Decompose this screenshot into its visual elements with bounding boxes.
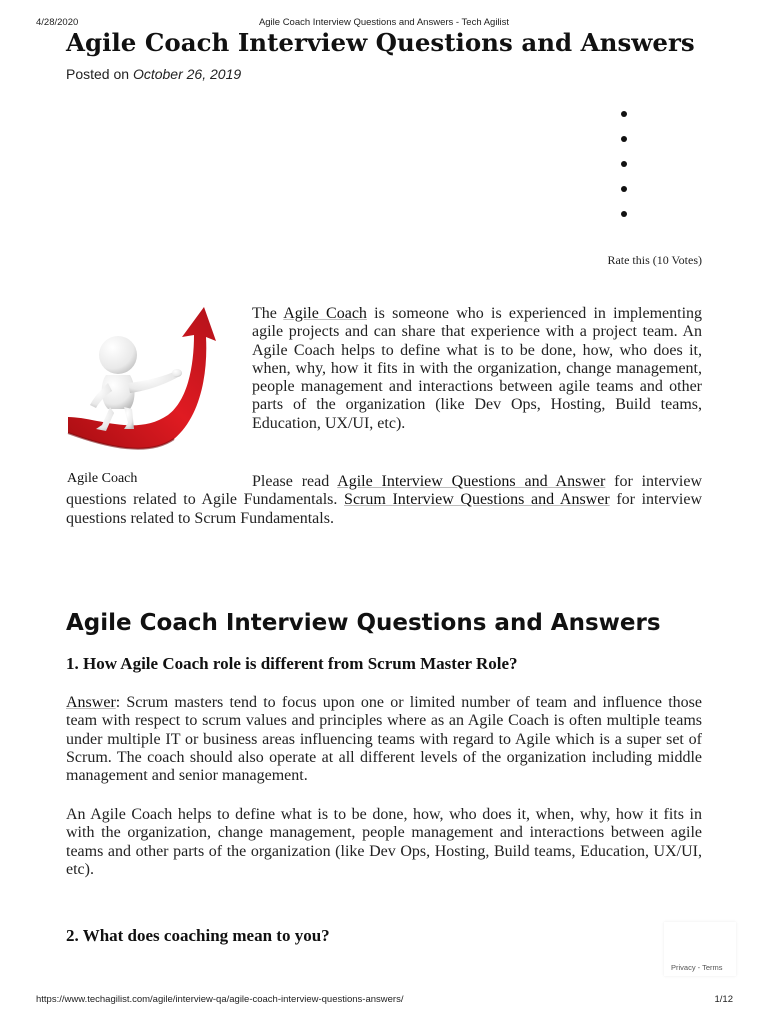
coach-paragraph: An Agile Coach helps to define what is to be done, how, who does it, when, why, how it fits in with the organization, change management, people management and interactions between agile teams and other parts of the organization (like Dev Ops, Hosting, Build teams, Education, UX/UI, etc). <box>66 806 702 878</box>
print-page-title: Agile Coach Interview Questions and Answers - Tech Agilist <box>258 17 510 28</box>
read-more-paragraph: Please read Agile Interview Questions and Answer for interview questions related to Agile Fundamentals. Scrum Interview Questions and Answer for interview questions related to Scrum Fundamentals. <box>66 473 703 527</box>
question-1: 1. How Agile Coach role is different from Scrum Master Role? <box>66 654 518 673</box>
intro-paragraph: The Agile Coach is someone who is experienced in implementing agile projects and can share that experience with a project team. An Agile Coach helps to define what is to be done, how, who does it, when, why, how it fits in with the organization, change management, people management and interactions between agile teams and other parts of the organization (like Dev Ops, Hosting, Build teams, Education, UX/UI, etc). <box>252 305 703 432</box>
agile-coach-link[interactable]: Agile Coach <box>283 305 367 322</box>
posted-prefix: Posted on <box>66 66 130 82</box>
question-2: 2. What does coaching mean to you? <box>66 926 330 945</box>
share-bullet[interactable] <box>621 133 629 158</box>
share-bullet[interactable] <box>621 183 629 208</box>
section-heading: Agile Coach Interview Questions and Answers <box>66 610 661 636</box>
share-bullet-list <box>621 108 629 233</box>
answer-paragraph: Answer: Scrum masters tend to focus upon one or limited number of team and influence those team with respect to scrum values and principles where as an Agile Coach is often multiple teams under multiple IT or business areas influencing teams with regard to Agile which is a super set of Scrum. The coach should also operate at all different levels of the organization including middle management and senior management. <box>66 694 702 785</box>
privacy-terms-link[interactable]: Privacy - Terms <box>671 963 723 972</box>
article-title: Agile Coach Interview Questions and Answers <box>66 28 695 57</box>
share-bullet[interactable] <box>621 108 629 133</box>
posted-date[interactable]: October 26, 2019 <box>132 66 242 82</box>
arrow-shape <box>68 307 216 449</box>
figure-caption: Agile Coach <box>67 471 138 486</box>
share-bullet[interactable] <box>621 208 629 233</box>
posted-date-line <box>66 66 241 82</box>
agile-coach-illustration <box>66 305 216 457</box>
agile-interview-link[interactable]: Agile Interview Questions and Answer <box>337 473 606 490</box>
answer-label: Answer <box>66 694 116 711</box>
scrum-interview-link[interactable]: Scrum Interview Questions and Answer <box>344 491 610 509</box>
rating-text: Rate this (10 Votes) <box>607 253 702 267</box>
print-footer-url: https://www.techagilist.com/agile/interview-qa/agile-coach-interview-questions-answers/ <box>36 994 404 1005</box>
share-bullet[interactable] <box>621 158 629 183</box>
print-page-number: 1/12 <box>714 994 733 1005</box>
print-date: 4/28/2020 <box>36 17 79 28</box>
